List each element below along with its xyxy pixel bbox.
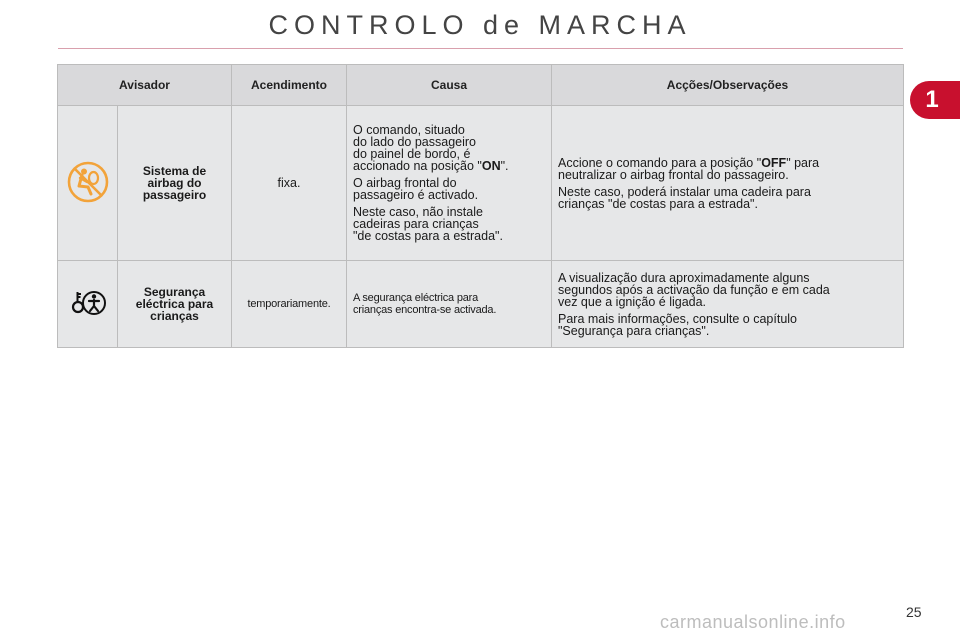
action-paragraph bbox=[558, 313, 897, 337]
text-line: " para bbox=[786, 155, 820, 170]
action-paragraph bbox=[558, 157, 897, 181]
text-line: Neste caso, poderá instalar uma cadeira para bbox=[558, 184, 811, 199]
table-header-row bbox=[58, 65, 904, 106]
text-line: O comando, situado bbox=[353, 123, 465, 137]
text-line: Para mais informações, consulte o capítulo bbox=[558, 311, 798, 326]
lamp-name-line: Sistema de bbox=[142, 164, 207, 178]
lamp-name-line: eléctrica para bbox=[135, 297, 214, 311]
page-title: CONTROLO de MARCHA bbox=[268, 10, 692, 40]
table-row bbox=[58, 261, 904, 348]
text-line: crianças "de costas para a estrada". bbox=[558, 196, 758, 211]
text-line: passageiro é activado. bbox=[353, 188, 479, 202]
text-line: segundos após a activação da função e em cada bbox=[558, 282, 830, 297]
passenger-airbag-off-icon bbox=[66, 160, 110, 204]
text-line: crianças encontra-se activada. bbox=[353, 304, 497, 316]
action-text bbox=[552, 106, 904, 261]
text-line: Neste caso, não instale bbox=[353, 205, 483, 219]
cause-text bbox=[347, 261, 552, 348]
text-line: do painel de bordo, é bbox=[353, 147, 471, 161]
chapter-tab: 1 bbox=[910, 81, 960, 119]
text-line: Accione o comando para a posição " bbox=[558, 155, 762, 170]
on-keyword: ON bbox=[481, 159, 501, 173]
text-line: cadeiras para crianças bbox=[353, 217, 479, 231]
lamp-name-line: Segurança bbox=[143, 285, 206, 299]
column-header-accoes: Acções/Observações bbox=[552, 65, 904, 106]
child-lock-icon-cell bbox=[58, 261, 118, 348]
text-line: accionado na posição " bbox=[353, 159, 482, 173]
text-line: vez que a ignição é ligada. bbox=[558, 294, 707, 309]
cause-text bbox=[347, 106, 552, 261]
cause-paragraph bbox=[353, 206, 545, 242]
table-row bbox=[58, 106, 904, 261]
child-lock-icon bbox=[70, 287, 106, 319]
text-line: do lado do passageiro bbox=[353, 135, 477, 149]
text-line: neutralizar o airbag frontal do passageiro. bbox=[558, 167, 789, 182]
text-line: A visualização dura aproximadamente alguns bbox=[558, 270, 810, 285]
text-line: "Segurança para crianças". bbox=[558, 323, 710, 338]
lamp-name-line: airbag do bbox=[147, 176, 202, 190]
column-header-causa: Causa bbox=[347, 65, 552, 106]
text-line: O airbag frontal do bbox=[353, 176, 457, 190]
cause-paragraph bbox=[353, 124, 545, 172]
action-paragraph bbox=[558, 186, 897, 210]
text-line: A segurança eléctrica para bbox=[353, 292, 479, 304]
cause-paragraph bbox=[353, 177, 545, 201]
column-header-acendimento: Acendimento bbox=[232, 65, 347, 106]
action-paragraph bbox=[558, 272, 897, 308]
lighting-state: fixa. bbox=[232, 106, 347, 261]
watermark: carmanualsonline.info bbox=[660, 612, 846, 632]
cause-paragraph bbox=[353, 292, 545, 316]
lamp-name bbox=[118, 106, 232, 261]
off-keyword: OFF bbox=[761, 155, 787, 170]
title-divider bbox=[58, 48, 903, 49]
text-line: "de costas para a estrada". bbox=[353, 229, 503, 243]
page-number: 25 bbox=[906, 604, 922, 620]
airbag-icon-cell bbox=[58, 106, 118, 261]
lighting-state: temporariamente. bbox=[232, 261, 347, 348]
lamp-name-line: passageiro bbox=[142, 188, 207, 202]
text-line: ". bbox=[500, 159, 509, 173]
warning-lamps-table bbox=[57, 64, 904, 348]
lamp-name bbox=[118, 261, 232, 348]
column-header-avisador: Avisador bbox=[58, 65, 232, 106]
action-text bbox=[552, 261, 904, 348]
lamp-name-line: crianças bbox=[150, 309, 199, 323]
